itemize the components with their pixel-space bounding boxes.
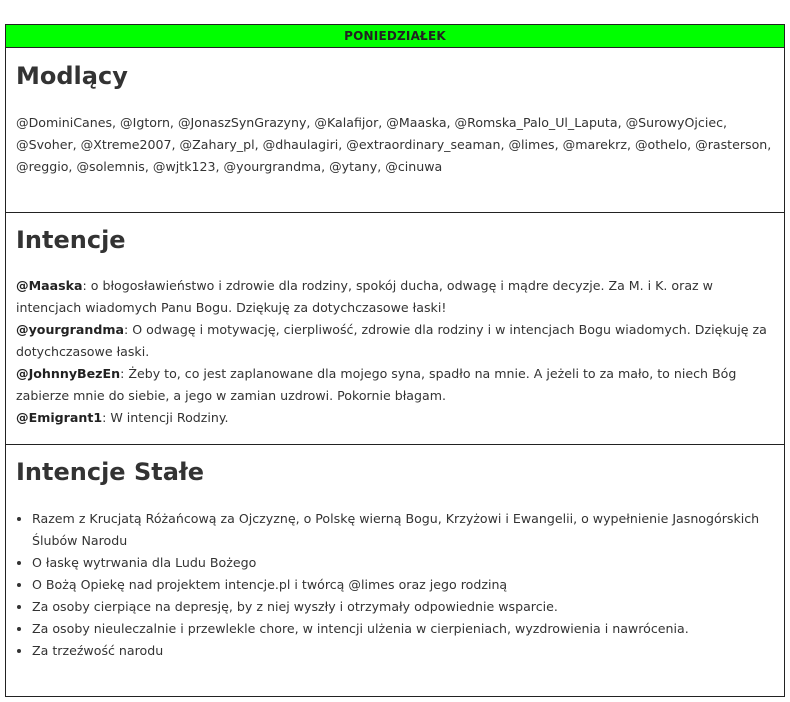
intention-author[interactable]: @yourgrandma	[16, 322, 124, 337]
intention-text: : W intencji Rodziny.	[102, 410, 229, 425]
intention-text: : o błogosławieństwo i zdrowie dla rodziny, spokój ducha, odwagę i mądre decyzje. Za M. i K. oraz w intencjach wiadomych Panu Bogu. Dziękuję za dotychczasowe łaski!	[16, 278, 713, 315]
standing-section	[6, 445, 784, 696]
standing-item: • Za osoby cierpiące na depresję, by z niej wyszły i otrzymały odpowiednie wsparcie.	[32, 596, 774, 618]
intention-text: : O odwagę i motywację, cierpliwość, zdrowie dla rodziny i w intencjach Bogu wiadomych. Dziękuję za dotychczasowe łaski.	[16, 322, 767, 359]
intention-author[interactable]: @Maaska	[16, 278, 83, 293]
standing-item: • Razem z Krucjatą Różańcową za Ojczyznę, o Polskę wierną Bogu, Krzyżowi i Ewangelii, o wypełnienie Jasnogórskich Ślubów Narodu	[32, 508, 774, 552]
day-header: PONIEDZIAŁEK	[6, 25, 784, 48]
praying-names: @DominiCanes, @Igtorn, @JonaszSynGrazyny, @Kalafijor, @Maaska, @Romska_Palo_Ul_Laputa, @SurowyOjciec, @Svoher, @Xtreme2007, @Zahary_pl, @dhaulagiri, @extraordinary_seaman, @limes, @marekrz, @othelo, @rasterson, @reggio, @solemnis, @wjtk123, @yourgrandma, @ytany, @cinuwa	[16, 115, 772, 174]
standing-item: • Za osoby nieuleczalnie i przewlekle chore, w intencji ulżenia w cierpieniach, wyzdrowienia i nawrócenia.	[32, 618, 774, 640]
praying-heading: Modlący	[16, 62, 128, 90]
praying-section	[6, 48, 784, 213]
intentions-list	[16, 275, 774, 429]
intention-item	[16, 275, 774, 319]
intention-item	[16, 363, 774, 407]
intention-author[interactable]: @JohnnyBezEn	[16, 366, 121, 381]
standing-list	[16, 508, 774, 662]
intention-item	[16, 319, 774, 363]
intention-author[interactable]: @Emigrant1	[16, 410, 103, 425]
day-table	[5, 24, 785, 697]
standing-item: • Za trzeźwość narodu	[32, 640, 774, 662]
intention-text: : Żeby to, co jest zaplanowane dla mojego syna, spadło na mnie. A jeżeli to za mało, to niech Bóg zabierze mnie do siebie, a jego w zamian uzdrowi. Pokornie błagam.	[16, 366, 737, 403]
intentions-heading: Intencje	[16, 226, 126, 254]
intention-item	[16, 407, 774, 429]
standing-item: • O Bożą Opiekę nad projektem intencje.pl i twórcą @limes oraz jego rodziną	[32, 574, 774, 596]
standing-item: • O łaskę wytrwania dla Ludu Bożego	[32, 552, 774, 574]
intentions-section	[6, 213, 784, 445]
standing-heading: Intencje Stałe	[16, 458, 205, 486]
